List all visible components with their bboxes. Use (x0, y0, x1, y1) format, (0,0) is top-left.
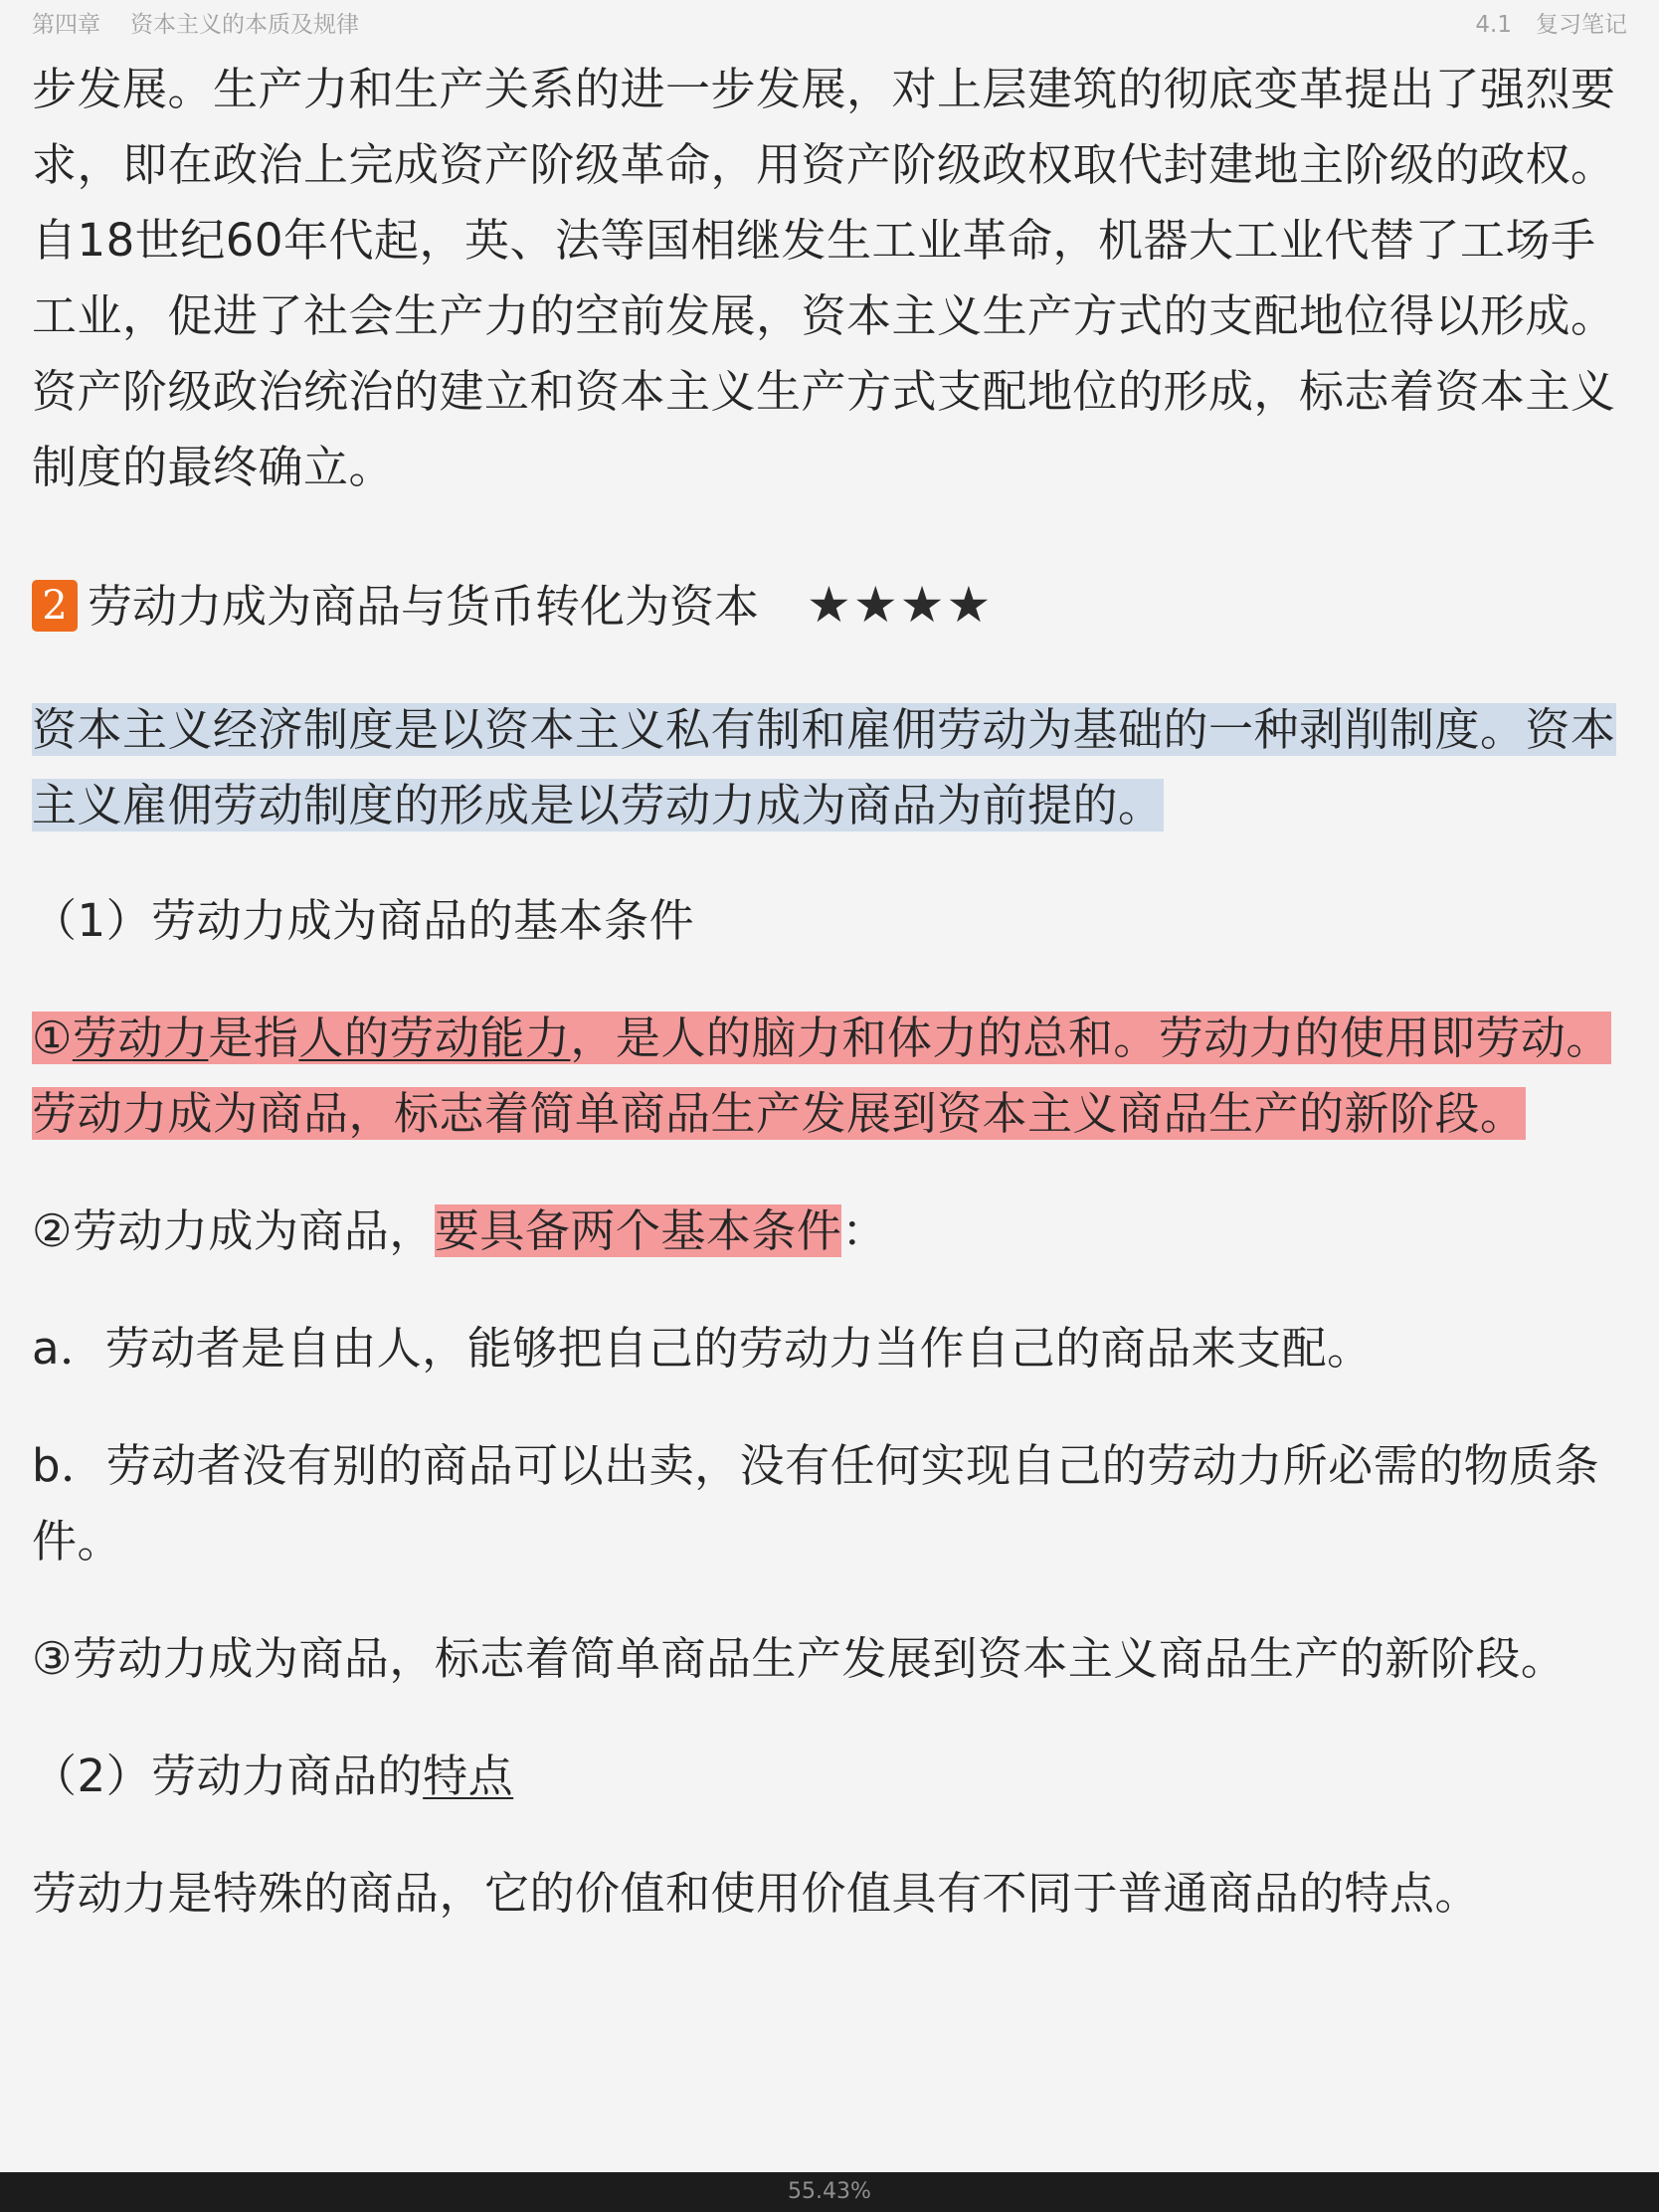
subheading-1[interactable]: （1）劳动力成为商品的基本条件 (32, 894, 695, 947)
item-3-paragraph[interactable]: ③劳动力成为商品，标志着简单商品生产发展到资本主义商品生产的新阶段。 (32, 1632, 1567, 1685)
running-header (0, 0, 1659, 44)
item-1-text-a: 是指 (208, 1012, 299, 1064)
intro-paragraph[interactable]: 步发展。生产力和生产关系的进一步发展，对上层建筑的彻底变革提出了强烈要求，即在政治上完成资产阶级革命，用资产阶级政权取代封建地主阶级的政权。自18世纪60年代起，英、法等国相继发生工业革命，机器大工业代替了工场手工业，促进了社会生产力的空前发展，资本主义生产方式的支配地位得以形成。资产阶级政治统治的建立和资本主义生产方式支配地位的形成，标志着资本主义制度的最终确立。 (32, 63, 1616, 493)
underlined-term-labor-power[interactable]: 劳动力 (72, 1012, 209, 1064)
chapter-title: 资本主义的本质及规律 (130, 12, 359, 38)
section-heading (32, 567, 1623, 643)
item-1-text-b: ，是人的脑力和体力的总和。劳动力的使用即劳动。劳动力成为商品，标志着简单商品生产发展到资本主义商品生产的新阶段。 (32, 1012, 1611, 1140)
section-title: 复习笔记 (1536, 12, 1627, 38)
underlined-term-ability[interactable]: 人的劳动能力 (298, 1012, 571, 1064)
header-chapter (32, 6, 359, 39)
header-section (1475, 6, 1627, 39)
reading-progress-text: 55.43% (788, 2179, 871, 2204)
section-number: 4.1 (1475, 12, 1512, 38)
item-2-highlight[interactable]: 要具备两个基本条件 (434, 1204, 842, 1257)
section-heading-title[interactable]: 劳动力成为商品与货币转化为资本 (88, 580, 760, 633)
blue-highlight[interactable]: 资本主义经济制度是以资本主义私有制和雇佣劳动为基础的一种剥削制度。资本主义雇佣劳动制度的形成是以劳动力成为商品为前提的。 (32, 703, 1616, 831)
reading-progress-bar[interactable] (0, 2172, 1659, 2212)
page-content (32, 52, 1623, 1932)
chapter-number: 第四章 (32, 12, 100, 38)
section-number-badge: 2 (32, 580, 78, 632)
red-highlight[interactable] (32, 1012, 1611, 1140)
condition-a[interactable]: a．劳动者是自由人，能够把自己的劳动力当作自己的商品来支配。 (32, 1322, 1373, 1375)
subheading-2[interactable] (32, 1739, 1623, 1814)
item-2-paragraph[interactable] (32, 1194, 1623, 1269)
subheading-2-underlined[interactable]: 特点 (423, 1750, 514, 1802)
item-1-marker: ① (32, 1012, 73, 1064)
item-2-suffix: ： (841, 1204, 887, 1257)
condition-b[interactable]: b．劳动者没有别的商品可以出卖，没有任何实现自己的劳动力所必需的物质条件。 (32, 1439, 1600, 1567)
item-2-prefix: ②劳动力成为商品， (32, 1204, 435, 1257)
importance-stars-icon: ★★★★ (807, 576, 994, 634)
last-paragraph[interactable]: 劳动力是特殊的商品，它的价值和使用价值具有不同于普通商品的特点。 (32, 1867, 1481, 1920)
item-1-paragraph[interactable] (32, 1001, 1623, 1152)
highlighted-paragraph[interactable] (32, 692, 1623, 843)
subheading-2-prefix: （2）劳动力商品的 (32, 1750, 424, 1802)
